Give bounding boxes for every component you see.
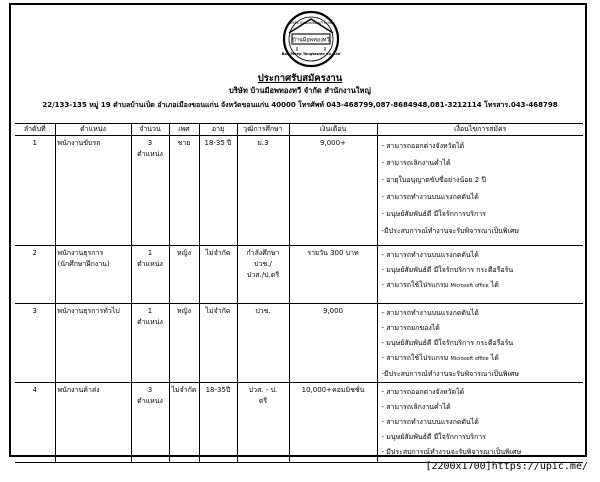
- row-number: 1: [15, 136, 55, 246]
- table-row: [15, 304, 583, 383]
- education-cell: ม.3: [237, 136, 289, 246]
- requirement-item: - สามารถยกของได้: [381, 324, 440, 332]
- col-header-education: วุฒิการศึกษา: [237, 124, 289, 136]
- position-cell: พนักงานธุรการทั่วไป: [55, 304, 131, 383]
- col-header-count: จำนวน: [131, 124, 169, 136]
- count-cell: 1 ตำแหน่ง: [131, 246, 169, 304]
- age-cell: ไม่จำกัด: [199, 304, 237, 383]
- col-header-position: ตำแหน่ง: [55, 124, 131, 136]
- table-row: [15, 383, 583, 463]
- requirements-cell: [377, 304, 583, 383]
- requirement-item: - สามารถออกต่างจังหวัดได้: [381, 388, 465, 396]
- company-name: บริษัท บ้านมีอพทองทวี จำกัด สำนักงานใหญ่: [229, 86, 371, 95]
- requirement-item: - สามารถเลิกงานค่ำได้: [381, 159, 451, 167]
- education-cell: ปวช.: [237, 304, 289, 383]
- table-row: [15, 246, 583, 304]
- salary-cell: 10,000+คอมมิชชั่น: [289, 383, 377, 463]
- age-cell: 18-35 ปี: [199, 136, 237, 246]
- requirement-item: - สามารถทำงานบนแรงกดดันได้: [381, 309, 479, 317]
- col-header-gender: เพศ: [169, 124, 199, 136]
- svg-text:บริษัท บ้านมีอพทองทวี จำกัด: บริษัท บ้านมีอพทองทวี จำกัด: [290, 21, 332, 25]
- salary-cell: 9,000: [289, 304, 377, 383]
- gender-cell: หญิง: [169, 304, 199, 383]
- image-resolution-watermark: [2200x1700]https://upic.me/: [425, 461, 588, 472]
- requirements-cell: [377, 246, 583, 304]
- requirement-item: - สามารถทำงานบนแรงกดดันได้: [381, 251, 479, 259]
- col-header-age: อายุ: [199, 124, 237, 136]
- requirement-item: -มีประสบการณ์ทำงานจะรับพิจารณาเป็นพิเศษ: [381, 370, 520, 378]
- education-cell: กำลังศึกษา ปวช./ ปวส./ป.ตรี: [237, 246, 289, 304]
- col-header-salary: เงินเดือน: [289, 124, 377, 136]
- page-title: ประกาศรับสมัครงาน: [257, 73, 343, 84]
- jobs-table: [15, 123, 583, 463]
- requirement-item: - สามารถทำงานบนแรงกดดันได้: [381, 418, 479, 426]
- salary-cell: 9,000+: [289, 136, 377, 246]
- document-frame: [9, 3, 587, 457]
- requirement-item: - อายุใบอนุญาตขับขี่อย่างน้อย 2 ปี: [381, 176, 486, 184]
- row-number: 2: [15, 246, 55, 304]
- age-cell: 18-35ปี: [199, 383, 237, 463]
- gender-cell: หญิง: [169, 246, 199, 304]
- requirements-cell: [377, 383, 583, 463]
- svg-text:Ban Meep Tongtawee Co.,Ltd: Ban Meep Tongtawee Co.,Ltd: [281, 52, 341, 56]
- count-cell: 3 ตำแหน่ง: [131, 136, 169, 246]
- company-address: 22/133-135 หมู่ 19 ตำบลบ้านเป็ด อำเภอเมืองขอนแก่น จังหวัดขอนแก่น 40000 โทรศัพท์ 043-468799,087-8684948,081-3212114 โทรสาร.043-468798: [42, 101, 558, 109]
- gender-cell: ชาย: [169, 136, 199, 246]
- requirement-item: - มนุษย์สัมพันธ์ดี มีใจรักการบริการ: [381, 433, 486, 441]
- salary-cell: รายวัน 300 บาท: [289, 246, 377, 304]
- count-cell: 3 ตำแหน่ง: [131, 383, 169, 463]
- requirement-item: - สามารถเลิกงานค่ำได้: [381, 403, 451, 411]
- requirement-item: - มีประสบการณ์ทำงานจะรับพิจารณาเป็นพิเศษ: [381, 448, 522, 456]
- requirement-item: - สามารถทำงานบนแรงกดดันได้: [381, 193, 479, 201]
- row-number: 3: [15, 304, 55, 383]
- requirement-item: - สามารถใช้โปรแกรม Microsoft office ได้: [381, 354, 499, 362]
- requirement-item: - มนุษย์สัมพันธ์ดี มีใจรักบริการ กระตือรือร้น: [381, 266, 514, 274]
- row-number: 4: [15, 383, 55, 463]
- table-row: [15, 136, 583, 246]
- table-header-row: [15, 124, 583, 136]
- requirement-item: - มนุษย์สัมพันธ์ดี มีใจรักบริการ กระตือรือร้น: [381, 339, 514, 347]
- position-cell: พนักงานขับรถ: [55, 136, 131, 246]
- requirement-item: -มีประสบการณ์ทำงานจะรับพิจารณาเป็นพิเศษ: [381, 227, 520, 235]
- col-header-requirements: เงื่อนไขการสมัคร: [377, 124, 583, 136]
- position-cell: พนักงานค้าส่ง: [55, 383, 131, 463]
- position-cell: พนักงานธุรการ (นักศึกษาฝึกงาน): [55, 246, 131, 304]
- age-cell: ไม่จำกัด: [199, 246, 237, 304]
- col-header-no: ลำดับที่: [15, 124, 55, 136]
- count-cell: 1 ตำแหน่ง: [131, 304, 169, 383]
- gender-cell: ไม่จำกัด: [169, 383, 199, 463]
- requirement-item: - สามารถออกต่างจังหวัดได้: [381, 142, 465, 150]
- requirement-item: - มนุษย์สัมพันธ์ดี มีใจรักการบริการ: [381, 210, 486, 218]
- education-cell: ปวส. - ป. ตรี: [237, 383, 289, 463]
- svg-text:บ้านมีอพทองทวี: บ้านมีอพทองทวี: [292, 37, 330, 44]
- requirements-cell: [377, 136, 583, 246]
- requirement-item: - สามารถใช้โปรแกรม Microsoft office ได้: [381, 281, 499, 289]
